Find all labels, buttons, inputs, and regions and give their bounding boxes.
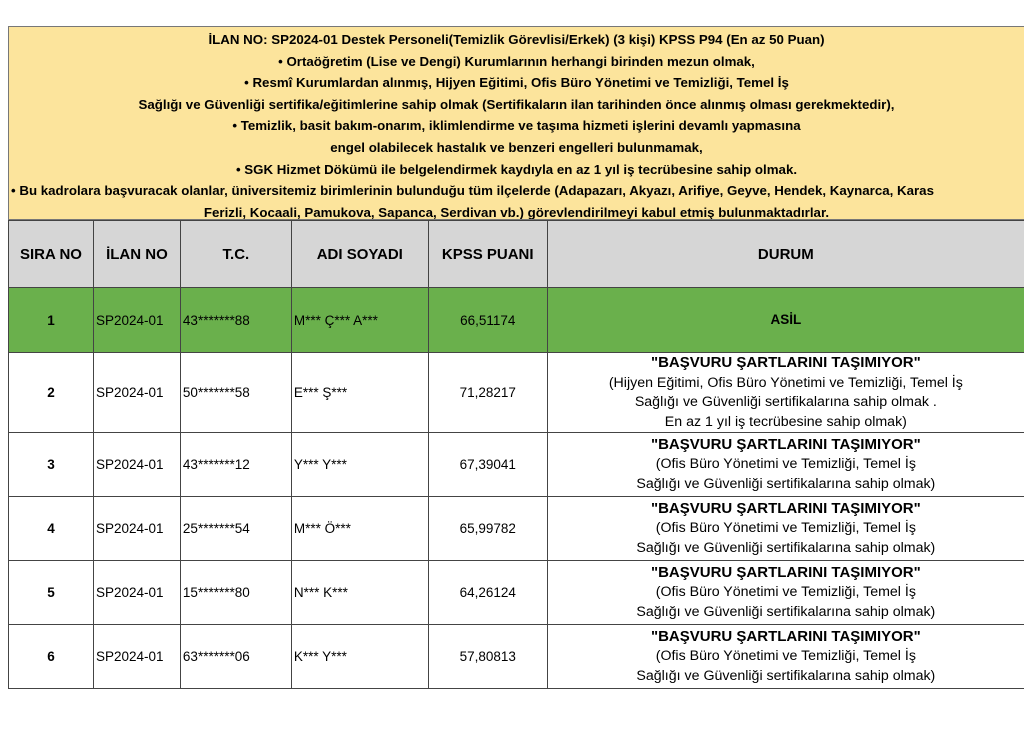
status-detail-line: Sağlığı ve Güvenliği sertifikalarına sahip olmak) xyxy=(636,603,936,620)
status-title: "BAŞVURU ŞARTLARINI TAŞIMIYOR" xyxy=(650,563,921,581)
header-sira-no: SIRA NO xyxy=(9,221,94,288)
requirement-line: Sağlığı ve Güvenliği sertifika/eğitimlerine sahip olmak (Sertifikaların ilan tarihinden önce alınmış olması gerekmektedir), xyxy=(138,96,895,112)
cell-tc: 15*******80 xyxy=(180,561,291,625)
status-detail-line: (Hijyen Eğitimi, Ofis Büro Yönetimi ve Temizliği, Temel İş xyxy=(608,374,963,391)
status-detail-line: (Ofis Büro Yönetimi ve Temizliği, Temel İş xyxy=(655,456,916,473)
table-row xyxy=(9,288,1024,353)
cell-ilan-no: SP2024-01 xyxy=(93,561,180,625)
status-title: "BAŞVURU ŞARTLARINI TAŞIMIYOR" xyxy=(650,627,921,645)
status-detail-line: Sağlığı ve Güvenliği sertifikalarına sahip olmak) xyxy=(636,539,936,556)
status-detail-line: En az 1 yıl iş tecrübesine sahip olmak) xyxy=(664,413,907,430)
cell-adi-soyadi: E*** Ş*** xyxy=(291,353,428,433)
cell-durum xyxy=(547,353,1024,433)
requirement-line: • Bu kadrolara başvuracak olanlar, üniversitemiz birimlerinin bulunduğu tüm ilçelerde (Adapazarı, Akyazı, Arifiye, Geyve, Hendek, Kaynarca, Karas xyxy=(11,183,934,199)
cell-adi-soyadi: Y*** Y*** xyxy=(291,433,428,497)
announcement-box xyxy=(8,26,1024,220)
table-row xyxy=(9,433,1024,497)
cell-tc: 25*******54 xyxy=(180,497,291,561)
cell-ilan-no: SP2024-01 xyxy=(93,353,180,433)
cell-kpss-puani: 66,51174 xyxy=(428,288,547,353)
cell-tc: 43*******88 xyxy=(180,288,291,353)
cell-kpss-puani: 67,39041 xyxy=(428,433,547,497)
table-row xyxy=(9,561,1024,625)
results-table xyxy=(8,220,1024,689)
cell-kpss-puani: 64,26124 xyxy=(428,561,547,625)
cell-tc: 43*******12 xyxy=(180,433,291,497)
announcement-title: İLAN NO: SP2024-01 Destek Personeli(Temizlik Görevlisi/Erkek) (3 kişi) KPSS P94 (En az 50 Puan) xyxy=(208,32,825,47)
cell-durum xyxy=(547,497,1024,561)
status-detail-line: Sağlığı ve Güvenliği sertifikalarına sahip olmak) xyxy=(636,475,936,492)
requirement-line: • Ortaöğretim (Lise ve Dengi) Kurumlarının herhangi birinden mezun olmak, xyxy=(278,53,755,69)
cell-adi-soyadi: M*** Ö*** xyxy=(291,497,428,561)
table-row xyxy=(9,353,1024,433)
cell-ilan-no: SP2024-01 xyxy=(93,288,180,353)
status-title: "BAŞVURU ŞARTLARINI TAŞIMIYOR" xyxy=(650,435,921,453)
status-detail-line: (Ofis Büro Yönetimi ve Temizliği, Temel İş xyxy=(655,648,916,665)
cell-durum xyxy=(547,288,1024,353)
header-durum: DURUM xyxy=(547,221,1024,288)
cell-sira-no: 2 xyxy=(9,353,94,433)
status-detail-line: Sağlığı ve Güvenliği sertifikalarına sahip olmak . xyxy=(634,394,937,410)
cell-durum xyxy=(547,561,1024,625)
requirement-line: • Temizlik, basit bakım-onarım, iklimlendirme ve taşıma hizmeti işlerini devamlı yapmasına xyxy=(232,118,801,134)
cell-adi-soyadi: K*** Y*** xyxy=(291,625,428,689)
status-detail-line: (Ofis Büro Yönetimi ve Temizliği, Temel İş xyxy=(655,520,916,537)
cell-durum xyxy=(547,433,1024,497)
cell-kpss-puani: 57,80813 xyxy=(428,625,547,689)
header-tc: T.C. xyxy=(180,221,291,288)
header-ilan-no: İLAN NO xyxy=(93,221,180,288)
cell-adi-soyadi: N*** K*** xyxy=(291,561,428,625)
cell-sira-no: 1 xyxy=(9,288,94,353)
cell-ilan-no: SP2024-01 xyxy=(93,625,180,689)
cell-kpss-puani: 65,99782 xyxy=(428,497,547,561)
status-detail-line: (Ofis Büro Yönetimi ve Temizliği, Temel İş xyxy=(655,584,916,601)
cell-sira-no: 6 xyxy=(9,625,94,689)
cell-sira-no: 5 xyxy=(9,561,94,625)
cell-ilan-no: SP2024-01 xyxy=(93,497,180,561)
table-header-row xyxy=(9,221,1024,288)
header-kpss-puani: KPSS PUANI xyxy=(428,221,547,288)
status-title: ASİL xyxy=(770,312,802,328)
cell-durum xyxy=(547,625,1024,689)
header-adi-soyadi: ADI SOYADI xyxy=(291,221,428,288)
cell-sira-no: 3 xyxy=(9,433,94,497)
requirement-line: Ferizli, Kocaali, Pamukova, Sapanca, Serdivan vb.) görevlendirilmeyi kabul etmiş bulunmaktadırlar. xyxy=(203,204,830,220)
requirement-line: engel olabilecek hastalık ve benzeri engelleri bulunmamak, xyxy=(330,139,703,155)
requirement-line: • Resmî Kurumlardan alınmış, Hijyen Eğitimi, Ofis Büro Yönetimi ve Temizliği, Temel İş xyxy=(244,75,789,91)
status-title: "BAŞVURU ŞARTLARINI TAŞIMIYOR" xyxy=(650,499,921,517)
status-detail-line: Sağlığı ve Güvenliği sertifikalarına sahip olmak) xyxy=(636,667,936,684)
cell-sira-no: 4 xyxy=(9,497,94,561)
table-row xyxy=(9,625,1024,689)
cell-kpss-puani: 71,28217 xyxy=(428,353,547,433)
cell-tc: 50*******58 xyxy=(180,353,291,433)
cell-adi-soyadi: M*** Ç*** A*** xyxy=(291,288,428,353)
table-row xyxy=(9,497,1024,561)
cell-ilan-no: SP2024-01 xyxy=(93,433,180,497)
cell-tc: 63*******06 xyxy=(180,625,291,689)
status-title: "BAŞVURU ŞARTLARINI TAŞIMIYOR" xyxy=(650,354,921,371)
requirement-line: • SGK Hizmet Dökümü ile belgelendirmek kaydıyla en az 1 yıl iş tecrübesine sahip olmak. xyxy=(235,161,798,177)
